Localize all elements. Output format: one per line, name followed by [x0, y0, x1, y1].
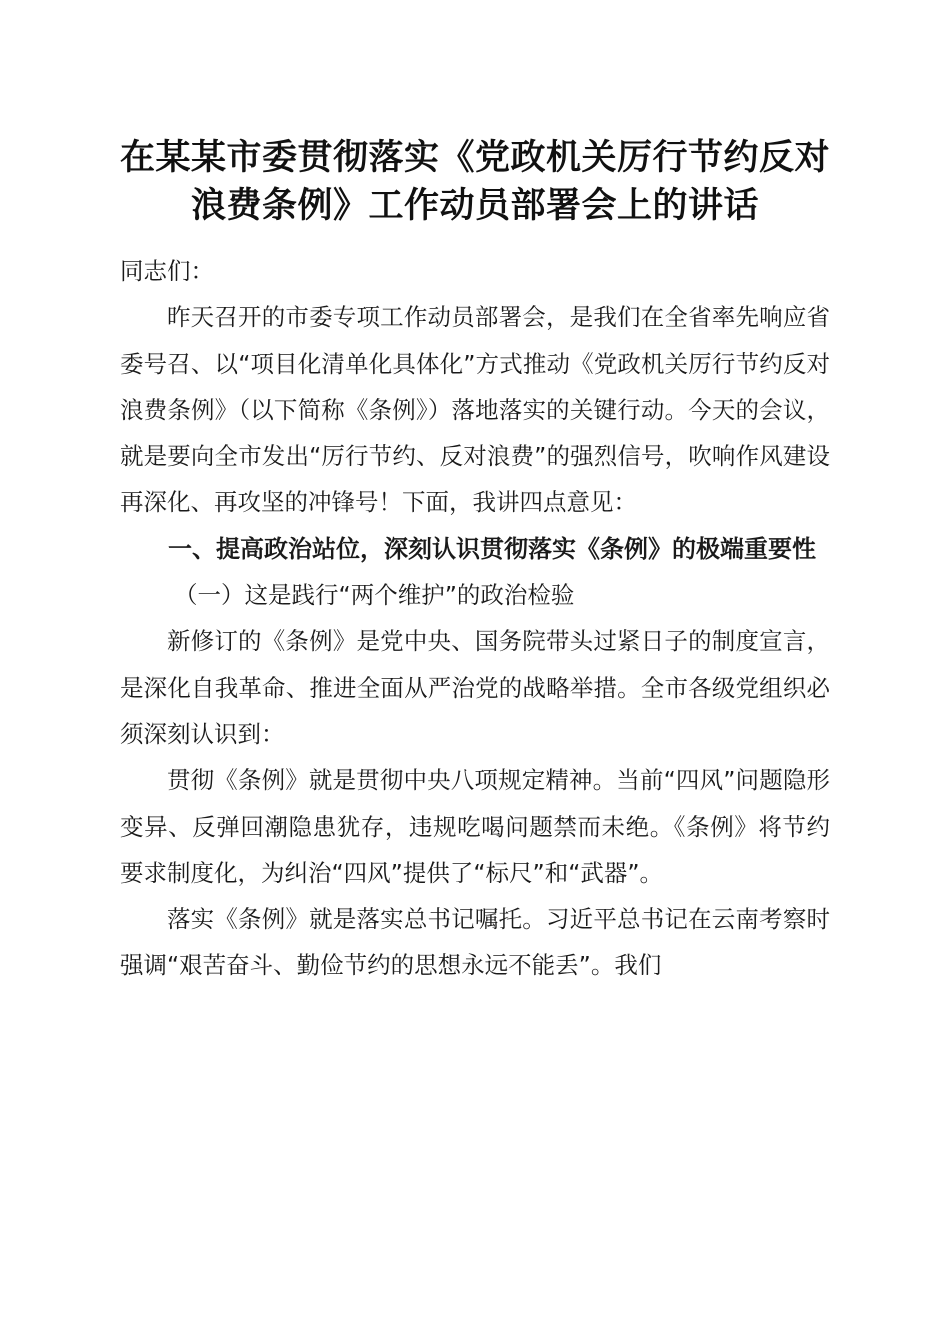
intro-paragraph: 昨天召开的市委专项工作动员部署会，是我们在全省率先响应省委号召、以“项目化清单化具体化”方式推动《党政机关厉行节约反对浪费条例》（以下简称《条例》）落地落实的关键行动。今天的会议，就是要向全市发出“厉行节约、反对浪费”的强烈信号，吹响作风建设再深化、再攻坚的冲锋号！下面，我讲四点意见： — [120, 303, 830, 517]
title-line-2: 浪费条例》工作动员部署会上的讲话 — [190, 185, 759, 226]
document-title — [100, 134, 850, 230]
paragraph-3: 贯彻《条例》就是贯彻中央八项规定精神。当前“四风”问题隐形变异、反弹回潮隐患犹存，违规吃喝问题禁而未绝。《条例》将节约要求制度化，为纠治“四风”提供了“标尺”和“武器”。 — [120, 766, 830, 887]
paragraph-4: 落实《条例》就是落实总书记嘱托。习近平总书记在云南考察时强调“艰苦奋斗、勤俭节约的思想永远不能丢”。我们 — [120, 905, 830, 980]
section-heading-1: 一、提高政治站位，深刻认识贯彻落实《条例》的极端重要性 — [168, 534, 816, 563]
subsection-heading-1: （一）这是践行“两个维护”的政治检验 — [174, 581, 575, 610]
document-body — [120, 248, 830, 989]
salutation: 同志们： — [120, 257, 214, 285]
paragraph-2: 新修订的《条例》是党中央、国务院带头过紧日子的制度宣言，是深化自我革命、推进全面从严治党的战略举措。全市各级党组织必须深刻认识到： — [120, 627, 830, 748]
title-line-1: 在某某市委贯彻落实《党政机关厉行节约反对 — [119, 137, 830, 178]
